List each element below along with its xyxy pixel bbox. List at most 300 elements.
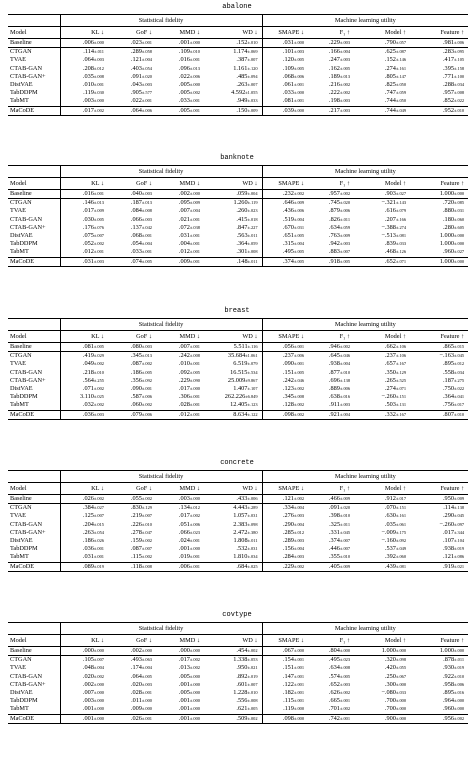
metric-column-header: Feature ↑ — [410, 27, 468, 39]
metric-value-cell: .950±.009 — [410, 495, 468, 504]
metric-value-cell: .645±.046 — [308, 352, 354, 361]
metric-value-cell: .048±.004 — [82, 664, 104, 672]
metric-value-cell: .174±.004 — [130, 664, 152, 672]
model-row — [8, 673, 468, 681]
metric-value-cell: .956±.002 — [410, 714, 468, 723]
metric-value-cell: .374±.005 — [262, 257, 308, 266]
metric-value-cell: .395±.158 — [442, 64, 465, 72]
metric-value-cell: .696±.138 — [328, 376, 351, 384]
metric-value-cell: 1.000±.000 — [410, 190, 468, 199]
metric-value-cell: .537±.049 — [384, 545, 407, 553]
metric-value-cell: .532±.031 — [204, 545, 262, 553]
metric-value-cell: .237±.106 — [354, 352, 410, 361]
metric-value-cell: .051±.006 — [178, 520, 200, 528]
metric-value-cell: .587±.006 — [130, 393, 152, 401]
model-name-cell: DistVAE — [8, 385, 60, 393]
metric-value-cell: .022±.001 — [130, 97, 152, 105]
metric-value-cell: .563±.011 — [204, 232, 262, 240]
metric-column-header: WD ↓ — [204, 331, 262, 343]
metric-value-cell: .877±.010 — [328, 368, 351, 376]
metric-value-cell: .089±.019 — [60, 562, 108, 571]
metric-value-cell: .232±.002 — [262, 190, 308, 199]
model-row — [8, 89, 468, 97]
metric-value-cell: .263±.007 — [204, 81, 262, 89]
model-row — [8, 224, 468, 232]
metric-value-cell: .290±.004 — [282, 520, 305, 528]
metric-value-cell: .700±.000 — [384, 705, 407, 713]
metric-value-cell: −.513±.081 — [381, 232, 407, 240]
metric-value-cell: .616±.079 — [384, 207, 407, 215]
metric-value-cell: .942±.003 — [328, 240, 351, 248]
metric-value-cell: .059±.004 — [204, 190, 262, 199]
model-name-cell: TabMT — [8, 97, 60, 106]
statistical-fidelity-header: Statistical fidelity — [60, 319, 262, 331]
metric-value-cell: .949±.033 — [204, 97, 262, 106]
model-name-cell: CTAB-GAN+ — [8, 681, 60, 689]
metric-value-cell: .040±.003 — [108, 190, 156, 199]
metric-value-cell: .495±.023 — [308, 656, 354, 665]
model-name-cell: CTAB-GAN+ — [8, 529, 60, 537]
metric-value-cell: .000±.000 — [156, 647, 204, 656]
metric-value-cell: .625±.087 — [354, 48, 410, 57]
metric-value-cell: .118±.008 — [108, 562, 156, 571]
metric-value-cell: 6.519±.079 — [204, 360, 262, 368]
metric-value-cell: .804±.000 — [308, 647, 354, 656]
metric-value-cell: .123±.002 — [282, 385, 305, 393]
metric-value-cell: 4.592±1.055 — [204, 89, 262, 97]
metric-value-cell: .114±.011 — [60, 48, 108, 57]
metric-value-cell: .384±.027 — [60, 504, 108, 513]
metric-value-cell: .054±.004 — [130, 240, 152, 248]
model-row — [8, 65, 468, 73]
metric-value-cell: .306±.001 — [178, 393, 200, 401]
metric-value-cell: 262.226±6.849 — [204, 393, 262, 401]
metric-value-cell: .055±.002 — [108, 495, 156, 504]
model-row — [8, 377, 468, 385]
metric-value-cell: .744±.050 — [384, 97, 407, 105]
metric-value-cell: .790±.057 — [354, 39, 410, 48]
metric-value-cell: 8.634±.122 — [204, 410, 262, 419]
dataset-title: covtype — [222, 611, 252, 619]
metric-value-cell: .263±.054 — [82, 528, 104, 536]
metric-value-cell: .700±.000 — [384, 697, 407, 705]
metric-value-cell: .079±.006 — [108, 410, 156, 419]
model-row — [8, 248, 468, 257]
metric-value-cell: .652±.003 — [328, 680, 351, 688]
metric-value-cell: .105±.007 — [60, 656, 108, 665]
metric-column-header: SMAPE ↓ — [262, 483, 308, 495]
metric-value-cell: .574±.005 — [328, 672, 351, 680]
model-row — [8, 537, 468, 545]
metric-value-cell: .033±.001 — [130, 248, 152, 256]
metric-value-cell: .146±.013 — [60, 199, 108, 208]
metric-value-cell: .066±.023 — [178, 528, 200, 536]
metric-value-cell: .315±.004 — [282, 240, 305, 248]
metric-value-cell: .750±.022 — [442, 385, 465, 393]
metric-value-cell: .066±.003 — [130, 215, 152, 223]
metric-value-cell: .017±.000 — [178, 385, 200, 393]
metric-value-cell: .028±.001 — [130, 689, 152, 697]
model-name-cell: TabMT — [8, 248, 60, 257]
metric-value-cell: .017±.002 — [156, 656, 204, 665]
model-name-cell: TabMT — [8, 401, 60, 410]
metric-value-cell: 12.405±.123 — [204, 401, 262, 410]
metric-value-cell: .005±.000 — [178, 672, 200, 680]
metric-column-header: WD ↓ — [204, 178, 262, 190]
model-name-cell: TabDDPM — [8, 545, 60, 553]
model-column-header: Model — [8, 178, 60, 190]
metric-value-cell: .222±.002 — [328, 89, 351, 97]
metric-value-cell: .320±.098 — [354, 656, 410, 665]
metric-value-cell: .900±.000 — [354, 714, 410, 723]
metric-value-cell: .002±.000 — [156, 190, 204, 199]
model-name-cell: TabDDPM — [8, 240, 60, 248]
metric-value-cell: .001±.000 — [156, 39, 204, 48]
metric-value-cell: .415±.018 — [204, 216, 262, 224]
model-name-cell: CTAB-GAN — [8, 369, 60, 377]
metric-value-cell: .072±.038 — [178, 223, 200, 231]
metric-value-cell: .825±.050 — [384, 81, 407, 89]
metric-value-cell: .084±.008 — [130, 207, 152, 215]
model-name-cell: CTGAN — [8, 48, 60, 57]
metric-value-cell: 5.511±.116 — [204, 343, 262, 352]
metric-value-cell: .556±.008 — [204, 697, 262, 705]
metric-column-header: WD ↓ — [204, 635, 262, 647]
metric-column-header: WD ↓ — [204, 27, 262, 39]
model-name-cell: Baseline — [8, 495, 60, 504]
model-row — [8, 705, 468, 714]
metric-value-cell: .242±.046 — [282, 376, 305, 384]
metric-value-cell: .865±.015 — [410, 343, 468, 352]
metric-value-cell: .805±.147 — [384, 72, 407, 80]
metric-value-cell: .957±.008 — [442, 89, 465, 97]
metric-value-cell: .005±.001 — [156, 106, 204, 115]
metric-value-cell: .229±.090 — [178, 376, 200, 384]
metric-value-cell: .115±.001 — [283, 697, 305, 705]
metric-value-cell: .883±.007 — [328, 248, 351, 256]
metric-value-cell: .260±.023 — [204, 207, 262, 215]
results-table — [8, 14, 468, 116]
metric-value-cell: .081±.005 — [60, 343, 108, 352]
metric-value-cell: .405±.009 — [308, 562, 354, 571]
metric-value-cell: .684±.025 — [204, 562, 262, 571]
metric-value-cell: .120±.005 — [282, 56, 305, 64]
model-name-cell: Baseline — [8, 39, 60, 48]
metric-value-cell: .009±.000 — [130, 705, 152, 713]
metric-value-cell: .289±.003 — [282, 537, 305, 545]
metric-value-cell: .436±.006 — [282, 207, 305, 215]
metric-value-cell: .826±.011 — [329, 215, 351, 223]
model-row — [8, 545, 468, 553]
model-row — [8, 207, 468, 215]
results-table — [8, 165, 468, 267]
model-column-header: Model — [8, 331, 60, 343]
metric-value-cell: .151±.005 — [282, 368, 305, 376]
statistical-fidelity-header: Statistical fidelity — [60, 166, 262, 178]
metric-value-cell: .052±.002 — [82, 240, 104, 248]
metric-value-cell: .031±.003 — [60, 257, 108, 266]
metric-value-cell: .756±.017 — [442, 401, 465, 409]
metric-value-cell: .001±.000 — [178, 680, 200, 688]
metric-value-cell: .007±.001 — [156, 343, 204, 352]
metric-value-cell: .745±.020 — [308, 199, 354, 208]
macode-row — [8, 410, 468, 419]
metric-value-cell: 1.000±.000 — [439, 232, 465, 240]
metric-value-cell: .114±.138 — [410, 504, 468, 513]
metric-value-cell: .564±.255 — [82, 376, 104, 384]
metric-value-cell: .035±.061 — [384, 520, 407, 528]
metric-value-cell: .109±.005 — [282, 64, 305, 72]
metric-value-cell: .747±.059 — [384, 89, 407, 97]
model-row — [8, 232, 468, 240]
metric-value-cell: .938±.019 — [442, 545, 465, 553]
metric-value-cell: .301±.008 — [204, 248, 262, 257]
metric-value-cell: .031±.001 — [178, 232, 200, 240]
metric-value-cell: 1.000±.000 — [354, 647, 410, 656]
dataset-title: concrete — [220, 459, 254, 467]
metric-value-cell: .634±.059 — [328, 223, 351, 231]
metric-value-cell: .285±.012 — [282, 528, 305, 536]
metric-value-cell: .485±.094 — [204, 73, 262, 81]
metric-value-cell: .026±.001 — [108, 714, 156, 723]
model-name-cell: TVAE — [8, 207, 60, 215]
model-name-cell: MaCoDE — [8, 106, 60, 115]
metric-value-cell: .519±.004 — [282, 215, 305, 223]
ml-utility-header: Machine learning utility — [262, 319, 468, 331]
model-row — [8, 385, 468, 393]
metric-value-cell: .218±.010 — [82, 368, 104, 376]
metric-column-header: Feature ↑ — [410, 483, 468, 495]
metric-value-cell: .067±.000 — [262, 647, 308, 656]
metric-column-header: KL ↓ — [60, 483, 108, 495]
metric-value-cell: .020±.002 — [82, 672, 104, 680]
metric-column-header: MMD ↓ — [156, 483, 204, 495]
metric-value-cell: .601±.007 — [204, 681, 262, 689]
metric-value-cell: .830±.129 — [108, 504, 156, 513]
model-name-cell: CTGAN — [8, 504, 60, 513]
metric-value-cell: .919±.021 — [410, 562, 468, 571]
metric-value-cell: .152±.146 — [384, 56, 407, 64]
metric-value-cell: .290±.045 — [442, 512, 465, 520]
metric-value-cell: .946±.002 — [308, 343, 354, 352]
metric-column-header: F₁ ↑ — [308, 27, 354, 39]
metric-value-cell: .950±.021 — [204, 664, 262, 672]
metric-value-cell: .911±.003 — [329, 401, 351, 409]
metric-value-cell: .128±.002 — [282, 401, 305, 409]
metric-value-cell: .558±.034 — [442, 368, 465, 376]
metric-value-cell: .189±.013 — [328, 72, 351, 80]
model-name-cell: TVAE — [8, 512, 60, 520]
metric-column-header: SMAPE ↓ — [262, 331, 308, 343]
metric-value-cell: .889±.006 — [328, 385, 351, 393]
results-table — [8, 470, 468, 572]
metric-value-cell: .064±.005 — [130, 672, 152, 680]
metric-value-cell: 35.684±1.061 — [204, 352, 262, 361]
ml-utility-header: Machine learning utility — [262, 15, 468, 27]
metric-value-cell: .493±.063 — [108, 656, 156, 665]
metric-value-cell: .090±.001 — [282, 360, 305, 368]
metric-value-cell: .012±.001 — [82, 248, 104, 256]
metric-value-cell: .068±.006 — [282, 72, 305, 80]
model-row — [8, 216, 468, 224]
metric-value-cell: .284±.003 — [282, 553, 305, 561]
metric-value-cell: .626±.002 — [328, 689, 351, 697]
metric-value-cell: .274±.071 — [384, 385, 407, 393]
metric-value-cell: .468±.126 — [384, 248, 407, 256]
model-row — [8, 656, 468, 665]
dataset-title: abalone — [222, 3, 252, 11]
metric-value-cell: .879±.006 — [328, 207, 351, 215]
model-row — [8, 199, 468, 208]
model-row — [8, 97, 468, 106]
metric-column-header: GoF ↓ — [108, 27, 156, 39]
model-row — [8, 697, 468, 705]
baseline-row — [8, 343, 468, 352]
ml-utility-header: Machine learning utility — [262, 166, 468, 178]
macode-row — [8, 257, 468, 266]
metric-value-cell: .265±.525 — [384, 376, 407, 384]
metric-value-cell: −.260±.151 — [381, 393, 407, 401]
model-row — [8, 360, 468, 368]
metric-value-cell: .921±.004 — [308, 410, 354, 419]
metric-value-cell: .007±.000 — [82, 689, 104, 697]
metric-value-cell: .075±.007 — [82, 232, 104, 240]
metric-value-cell: .070±.151 — [354, 504, 410, 513]
metric-value-cell: .091±.020 — [308, 504, 354, 513]
metric-value-cell: .280±.605 — [442, 223, 465, 231]
metric-value-cell: .903±.027 — [354, 190, 410, 199]
metric-value-cell: .495±.005 — [282, 248, 305, 256]
metric-value-cell: 1.161±.120 — [204, 65, 262, 73]
metric-value-cell: .274±.161 — [384, 64, 407, 72]
metric-value-cell: .278±.047 — [130, 528, 152, 536]
metric-column-header: MMD ↓ — [156, 635, 204, 647]
metric-value-cell: .720±.085 — [410, 199, 468, 208]
metric-value-cell: .186±.005 — [130, 368, 152, 376]
metric-value-cell: .101±.003 — [262, 48, 308, 57]
metric-column-header: SMAPE ↓ — [262, 178, 308, 190]
metric-value-cell: .186±.026 — [82, 537, 104, 545]
metric-value-cell: .638±.016 — [328, 393, 351, 401]
metric-value-cell: .005±.000 — [178, 689, 200, 697]
metric-value-cell: .159±.002 — [130, 537, 152, 545]
metric-value-cell: .207±.166 — [384, 215, 407, 223]
metric-value-cell: .039±.000 — [262, 106, 308, 115]
metric-value-cell: .022±.006 — [178, 72, 200, 80]
metric-value-cell: .012±.001 — [178, 248, 200, 256]
metric-column-header: Feature ↑ — [410, 635, 468, 647]
metric-value-cell: .334±.004 — [262, 504, 308, 513]
metric-value-cell: .454±.002 — [204, 647, 262, 656]
metric-value-cell: −.163±.045 — [410, 352, 468, 361]
metric-value-cell: .763±.009 — [328, 232, 351, 240]
metric-value-cell: .807±.010 — [410, 410, 468, 419]
model-row — [8, 529, 468, 537]
metric-value-cell: .646±.009 — [262, 199, 308, 208]
metric-value-cell: .166±.004 — [308, 48, 354, 57]
metric-value-cell: .061±.001 — [282, 81, 305, 89]
metric-value-cell: .918±.005 — [308, 257, 354, 266]
metric-value-cell: 1.000±.000 — [439, 240, 465, 248]
model-row — [8, 512, 468, 520]
metric-value-cell: .204±.015 — [82, 520, 104, 528]
metric-value-cell: .092±.005 — [178, 368, 200, 376]
model-row — [8, 689, 468, 697]
metric-value-cell: .121±.086 — [442, 553, 465, 561]
model-row — [8, 73, 468, 81]
metric-column-header: Feature ↑ — [410, 331, 468, 343]
metric-value-cell: .387±.007 — [204, 56, 262, 64]
metric-value-cell: .020±.003 — [130, 680, 152, 688]
metric-value-cell: .005±.002 — [178, 89, 200, 97]
metric-value-cell: .011±.000 — [131, 697, 152, 705]
metric-value-cell: .012±.001 — [156, 410, 204, 419]
metric-value-cell: .374±.007 — [328, 537, 351, 545]
metric-value-cell: .922±.010 — [442, 672, 465, 680]
metric-value-cell: .905±.577 — [130, 89, 152, 97]
metric-value-cell: .930±.019 — [442, 664, 465, 672]
metric-value-cell: .630±.161 — [384, 512, 407, 520]
model-name-cell: CTAB-GAN — [8, 521, 60, 529]
metric-value-cell: .345±.008 — [282, 393, 305, 401]
metric-value-cell: .325±.011 — [329, 520, 351, 528]
metric-value-cell: .013±.002 — [178, 664, 200, 672]
metric-value-cell: .176±.076 — [82, 223, 104, 231]
metric-value-cell: .957±.002 — [308, 190, 354, 199]
model-name-cell: TabMT — [8, 553, 60, 562]
metric-value-cell: .001±.000 — [178, 697, 200, 705]
metric-value-cell: .283±.095 — [410, 48, 468, 57]
metric-value-cell: .109±.010 — [156, 48, 204, 57]
metric-value-cell: .007±.004 — [178, 207, 200, 215]
metric-value-cell: .002±.000 — [82, 680, 104, 688]
metric-value-cell: .056±.001 — [262, 343, 308, 352]
model-row — [8, 56, 468, 64]
dataset-title: banknote — [220, 154, 254, 162]
model-row — [8, 521, 468, 529]
metric-value-cell: .847±.227 — [204, 224, 262, 232]
metric-value-cell: .162±.005 — [328, 64, 351, 72]
metric-value-cell: .001±.000 — [178, 545, 200, 553]
metric-value-cell: .345±.013 — [108, 352, 156, 361]
metric-column-header: SMAPE ↓ — [262, 635, 308, 647]
statistical-fidelity-header: Statistical fidelity — [60, 623, 262, 635]
metric-value-cell: .017±.002 — [178, 512, 200, 520]
model-name-cell: TVAE — [8, 664, 60, 672]
metric-value-cell: 2.472±.380 — [204, 529, 262, 537]
metric-value-cell: .009±.001 — [156, 257, 204, 266]
model-name-cell: DistVAE — [8, 232, 60, 240]
model-row — [8, 352, 468, 361]
metric-value-cell: .958±.006 — [442, 680, 465, 688]
metric-value-cell: .892±.019 — [204, 673, 262, 681]
metric-value-cell: .002±.000 — [108, 647, 156, 656]
metric-value-cell: .419±.029 — [60, 352, 108, 361]
metric-value-cell: .098±.002 — [262, 410, 308, 419]
metric-value-cell: .036±.003 — [60, 410, 108, 419]
metric-value-cell: .446±.007 — [328, 545, 351, 553]
metric-value-cell: .001±.000 — [178, 705, 200, 713]
metric-value-cell: .001±.000 — [156, 714, 204, 723]
metric-value-cell: .350±.129 — [384, 368, 407, 376]
model-name-cell: CTGAN — [8, 656, 60, 665]
metric-column-header: Model ↑ — [354, 483, 410, 495]
metric-value-cell: .288±.034 — [442, 81, 465, 89]
metric-column-header: F₁ ↑ — [308, 483, 354, 495]
model-name-cell: CTAB-GAN — [8, 673, 60, 681]
metric-value-cell: .010±.001 — [178, 360, 200, 368]
metric-value-cell: .121±.004 — [130, 56, 152, 64]
